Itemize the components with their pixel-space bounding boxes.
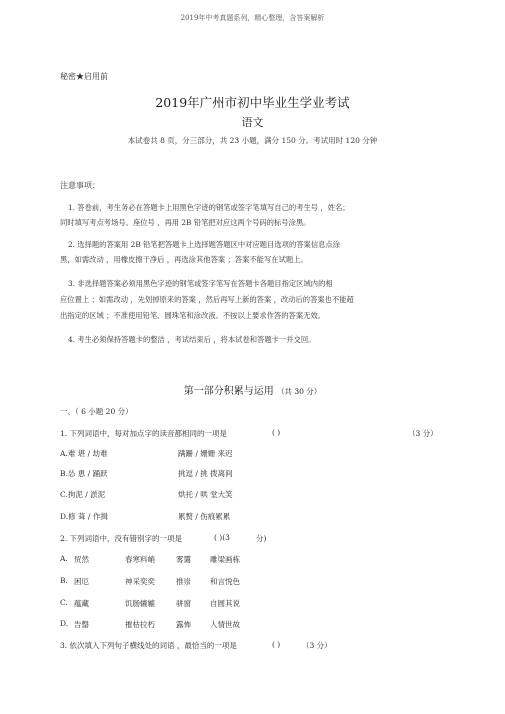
q1-option-b-b: 挑逗 / 挑 拨离间	[178, 469, 233, 478]
q1-option-c-b: 烘托 / 哄 堂大笑	[178, 490, 233, 499]
q2-option-a-w3: 雾霭	[176, 555, 191, 564]
option-label: A.	[60, 449, 68, 458]
q1-option-d-b: 累赘 / 伤痕累累	[178, 512, 231, 521]
q2-option-c-w3: 骈窗	[176, 599, 191, 608]
q2-paren: ( )(3	[214, 533, 230, 542]
q2-option-b-w3: 推崇	[176, 577, 191, 586]
q2-option-a-w4: 雕梁画栋	[210, 555, 240, 564]
note-3-line2: 应位置上 ；如需改动 ，先划掉原来的答案 ，然后再写上新的答案 ，改动后的答案也不能超	[60, 295, 354, 304]
exam-info: 本试卷共 8 页，分三部分，共 23 小题，满分 150 分。考试用时 120 分钟	[127, 136, 378, 145]
notes-heading: 注意事项：	[60, 181, 100, 190]
q2-option-a-w2: 春寒料峭	[125, 555, 155, 564]
note-1-line2: 同时填写考点考场号、座位号 ，再用 2B 铅笔把对应这两个号码的标号涂黑。	[60, 218, 311, 227]
q2-option-c-label: C.	[60, 598, 68, 607]
q2-option-d-w4: 人情世故	[210, 620, 240, 629]
option-label: D.	[60, 512, 69, 521]
secret-label: 秘密★启用前	[60, 72, 108, 81]
part1-title-text: 第一部分积累与运用	[183, 386, 274, 397]
part1-score: （共 30 分）	[276, 387, 322, 396]
part1-title	[0, 382, 505, 397]
q2-option-b-w1: 困厄	[74, 577, 89, 586]
q2-option-b-w4: 和言悦色	[210, 577, 240, 586]
note-3-line1: 3. 非选择题答案必须用黑色字迹的钢笔或签字笔写在答题卡各题目指定区域内的相	[68, 279, 333, 288]
note-2-line2: 黑，如需改动 ，用橡皮擦干净后 ，再选涂其他答案 ；答案不能写在试题上。	[60, 255, 308, 264]
q1-option-c	[60, 489, 105, 500]
q2-option-d-w2: 摧枯拉朽	[125, 620, 155, 629]
q1-score: （3 分）	[408, 429, 438, 438]
q2-option-c-w4: 自圆其说	[210, 599, 240, 608]
option-word-pair: 难 堪 / 劫难	[67, 449, 108, 458]
q2-option-d-w3: 露怖	[176, 620, 191, 629]
q3-stem: 3. 依次填入下列句子横线处的词语 ，最恰当的一项是	[60, 641, 237, 650]
note-3-line3: 出指定的区域 ；不准使用铅笔、圆珠笔和涂改液。不按以上要求作答的答案无效。	[60, 311, 326, 320]
q1-option-a	[60, 448, 108, 459]
q2-option-c-w2: 饥肠辘辘	[125, 599, 155, 608]
q2-stem: 2. 下列词语中，没有错别字的一项是	[60, 534, 183, 543]
q2-option-b-w2: 神采奕奕	[125, 577, 155, 586]
option-word-pair: 拘泥 / 淤泥	[67, 490, 106, 499]
q2-option-a-w1: 贸然	[74, 555, 89, 564]
option-label: B.	[60, 469, 68, 478]
option-word-pair: 修 葺 / 作揖	[68, 512, 108, 521]
section1-heading: 一、（ 6 小题 20 分）	[60, 407, 133, 416]
q1-option-b	[60, 468, 108, 479]
q1-stem: 1. 下列词语中，每对加点字的读音都相同的一项是	[60, 429, 228, 438]
q2-option-a-label: A.	[60, 554, 68, 563]
option-word-pair: 怂 恿 / 踊跃	[67, 469, 108, 478]
q1-option-d	[60, 511, 108, 522]
q1-option-a-b: 蹒跚 / 姗姗 来迟	[178, 449, 233, 458]
q2-option-d-w1: 告罄	[74, 620, 89, 629]
exam-title: 2019年广州市初中毕业生学业考试	[155, 95, 350, 110]
q2-option-b-label: B.	[60, 576, 68, 585]
q2-option-c-w1: 蕴藏	[74, 599, 89, 608]
q3-paren: ( )	[272, 640, 281, 649]
note-1-line1: 1. 答卷前，考生务必在答题卡上用黑色字迹的钢笔或签字笔填写自己的考生号 ，姓名；	[68, 203, 350, 212]
q2-option-d-label: D.	[60, 619, 69, 628]
q3-score: （3 分）	[302, 641, 332, 650]
subject-title: 语文	[241, 116, 264, 129]
page-header: 2019年中考真题系列，精心整理，含答案解析	[180, 14, 325, 22]
q1-paren: ( )	[272, 428, 281, 437]
note-4-line1: 4. 考生必须保持答题卡的整洁 ，考试结束后 ，将本试卷和答题卡一并交回。	[68, 335, 316, 344]
note-2-line1: 2. 选择题的答案用 2B 铅笔把答题卡上选择题答题区中对应题目选项的答案信息点涂	[68, 240, 341, 249]
q2-score: 分)	[256, 534, 267, 543]
option-label: C.	[60, 490, 68, 499]
